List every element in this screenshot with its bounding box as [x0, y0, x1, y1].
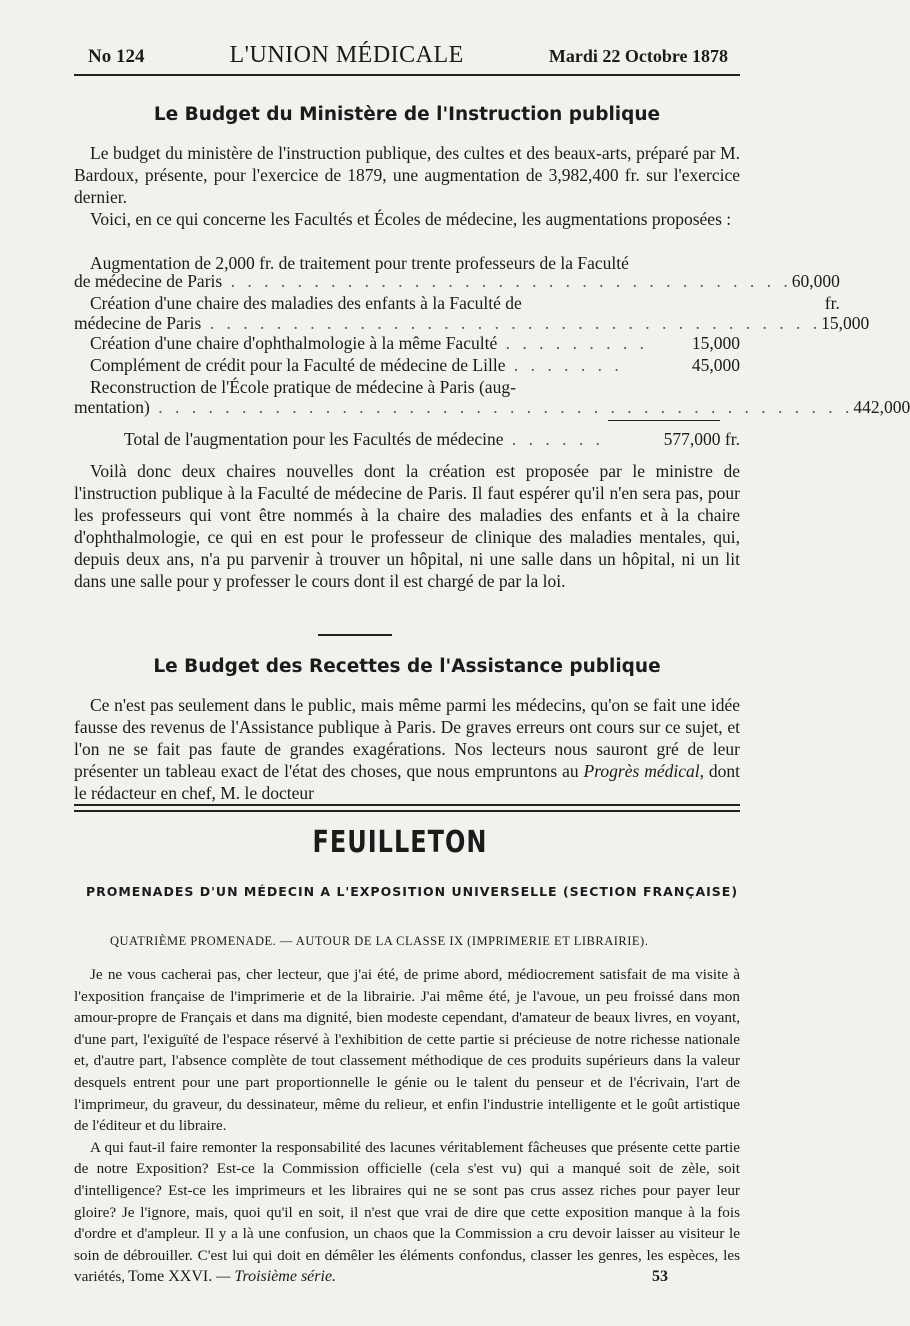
feuilleton-section: QUATRIÈME PROMENADE. — AUTOUR DE LA CLASSE IX (IMPRIMERIE ET LIBRAIRIE). [110, 934, 649, 948]
budget-item-amount: 45,000 [691, 355, 740, 375]
issue-date: Mardi 22 Octobre 1878 [548, 46, 728, 66]
journal-title: L'UNION MÉDICALE [229, 42, 464, 68]
article1-paragraph-1: Le budget du ministère de l'instruction publique, des cultes et des beaux-arts, préparé par M. Bardoux, présente, pour l'exercice de 1879, une augmentation de 3,982,400 fr. sur l'exercice dernier. [74, 143, 740, 207]
feuilleton-body [74, 964, 740, 1288]
issue-number: No 124 [88, 46, 145, 67]
budget-item-amount: 60,000 fr. [791, 271, 840, 313]
budget-item-label: Création d'une chaire d'ophthalmologie à la même Faculté [90, 333, 498, 353]
article2-paragraph [74, 694, 740, 804]
budget-item-amount: 15,000 [691, 333, 740, 353]
feuilleton-rule-2 [74, 810, 740, 812]
article2-text-start: Ce n'est pas seulement dans le public, mais même parmi les médecins, qu'on se fait une idée fausse des revenus de l'Assistance publique à Paris. De graves erreurs ont cours sur ce sujet, et l'on ne se fait pas faute de grandes exagérations. Nos lecteurs nous sauront gré de leur présenter un tableau exact de l'état des choses, que nous empruntons au [74, 695, 740, 781]
article1-title: Le Budget du Ministère de l'Instruction publique [153, 104, 661, 125]
budget-item-label: mentation) [74, 397, 150, 417]
budget-total-label: Total de l'augmentation pour les Facultés de médecine [124, 429, 504, 449]
article1-paragraph-2: Voici, en ce qui concerne les Facultés et Écoles de médecine, les augmentations proposées : [90, 209, 732, 229]
section-divider [318, 634, 392, 636]
budget-item-amount: 442,000 [853, 397, 910, 417]
budget-item-amount: 15,000 [821, 313, 870, 333]
budget-item-3: Création d'une chaire d'ophthalmologie à la même Faculté . . . . . . . . . 15,000 [90, 333, 740, 353]
article2-text-end: , dont le rédacteur en chef, M. le docteur [74, 761, 740, 803]
page-footer [128, 1268, 668, 1286]
volume: Tome XXVI. [128, 1268, 213, 1285]
article1-paragraph-3: Voilà donc deux chaires nouvelles dont la création est proposée par le ministre de l'instruction publique à la Faculté de médecine de Paris. Il faut espérer qu'il n'en sera pas, pour les professeurs qui vont être nommés à la chaire des maladies des enfants et à la chaire d'ophthalmologie, ce qui en est pour le professeur de clinique des maladies mentales, qui, depuis deux ans, n'a pu parvenir à trouver un hôpital, ni une salle dans un hôpital, ni un lit dans une salle pour y professer le cours dont il est chargé de par la loi. [74, 461, 740, 591]
budget-item-1-line1: Augmentation de 2,000 fr. de traitement pour trente professeurs de la Faculté [90, 253, 629, 273]
budget-item-label: Complément de crédit pour la Faculté de médecine de Lille [90, 355, 506, 375]
feuilleton-rule-1 [74, 804, 740, 806]
budget-item-1: de médecine de Paris . . . . . . . . . . . . . . . . . . . . . . . . . . . . . . . . . . 60,000 fr. [74, 271, 840, 313]
volume-series [128, 1268, 336, 1286]
header-rule [74, 74, 740, 76]
feuilleton-paragraph-2: A qui faut-il faire remonter la responsabilité des lacunes véritablement fâcheuses que présente cette partie de notre Exposition? Est-ce la Commission officielle (cela s'est vu) qui a manqué soit de zèle, soit d'intelligence? Est-ce les imprimeurs et les libraires qui ne se sont pas crus assez riches pour payer leur gloire? Je l'ignore, mais, quoi qu'il en soit, il n'est que vrai de dire que cette exposition manque à la fois d'ordre et d'ampleur. Il y a là une confusion, un chaos que la Commission a cru devoir laisser au visiteur le soin de débrouiller. C'est lui qui doit en démêler les éléments confondus, classer les genres, les espèces, les variétés, [74, 1138, 740, 1286]
article2-source: Progrès médical [583, 761, 700, 781]
budget-item-5: mentation) . . . . . . . . . . . . . . . . . . . . . . . . . . . . . . . . . . . . . . . . . . 442,000 [74, 397, 910, 417]
budget-item-2: médecine de Paris . . . . . . . . . . . . . . . . . . . . . . . . . . . . . . . . . . . . . 15,000 [74, 313, 870, 333]
budget-item-5-line1: Reconstruction de l'École pratique de médecine à Paris (aug- [90, 377, 516, 397]
feuilleton-heading: FEUILLETON [312, 824, 488, 860]
budget-total: Total de l'augmentation pour les Facultés de médecine . . . . . . 577,000 fr. [124, 429, 740, 449]
series: — Troisième série. [216, 1268, 337, 1285]
budget-item-label: de médecine de Paris [74, 271, 223, 291]
page-number: 53 [652, 1268, 668, 1285]
page-header [88, 42, 728, 72]
budget-item-label: médecine de Paris [74, 313, 202, 333]
sum-rule [608, 420, 720, 421]
budget-item-2-line1: Création d'une chaire des maladies des enfants à la Faculté de [90, 293, 522, 313]
budget-total-amount: 577,000 fr. [663, 429, 740, 449]
article2-title: Le Budget des Recettes de l'Assistance publique [153, 656, 661, 677]
budget-item-4: Complément de crédit pour la Faculté de médecine de Lille . . . . . . . 45,000 [90, 355, 740, 375]
feuilleton-paragraph-1: Je ne vous cacherai pas, cher lecteur, que j'ai été, de prime abord, médiocrement satisfait de ma visite à l'exposition française de l'imprimerie et de la librairie. J'ai même été, je l'avoue, un peu froissé dans mon amour-propre de Français et dans ma dignité, bien modeste cependant, d'amateur de beaux livres, en voyant, d'une part, l'exiguïté de l'espace réservé à l'exhibition de cette partie si précieuse de notre richesse nationale et, d'autre part, l'absence complète de tout classement méthodique de ces produits supérieurs dans la valeur desquels entrent pour une part proportionnelle le génie ou le talent du penseur et de l'écrivain, l'art de l'imprimeur, du graveur, du dessinateur, même du relieur, et enfin l'industrie intelligente et le goût artistique de l'éditeur et du libraire. [74, 966, 740, 1135]
feuilleton-subtitle: PROMENADES D'UN MÉDECIN A L'EXPOSITION UNIVERSELLE (SECTION FRANÇAISE) [85, 884, 739, 899]
